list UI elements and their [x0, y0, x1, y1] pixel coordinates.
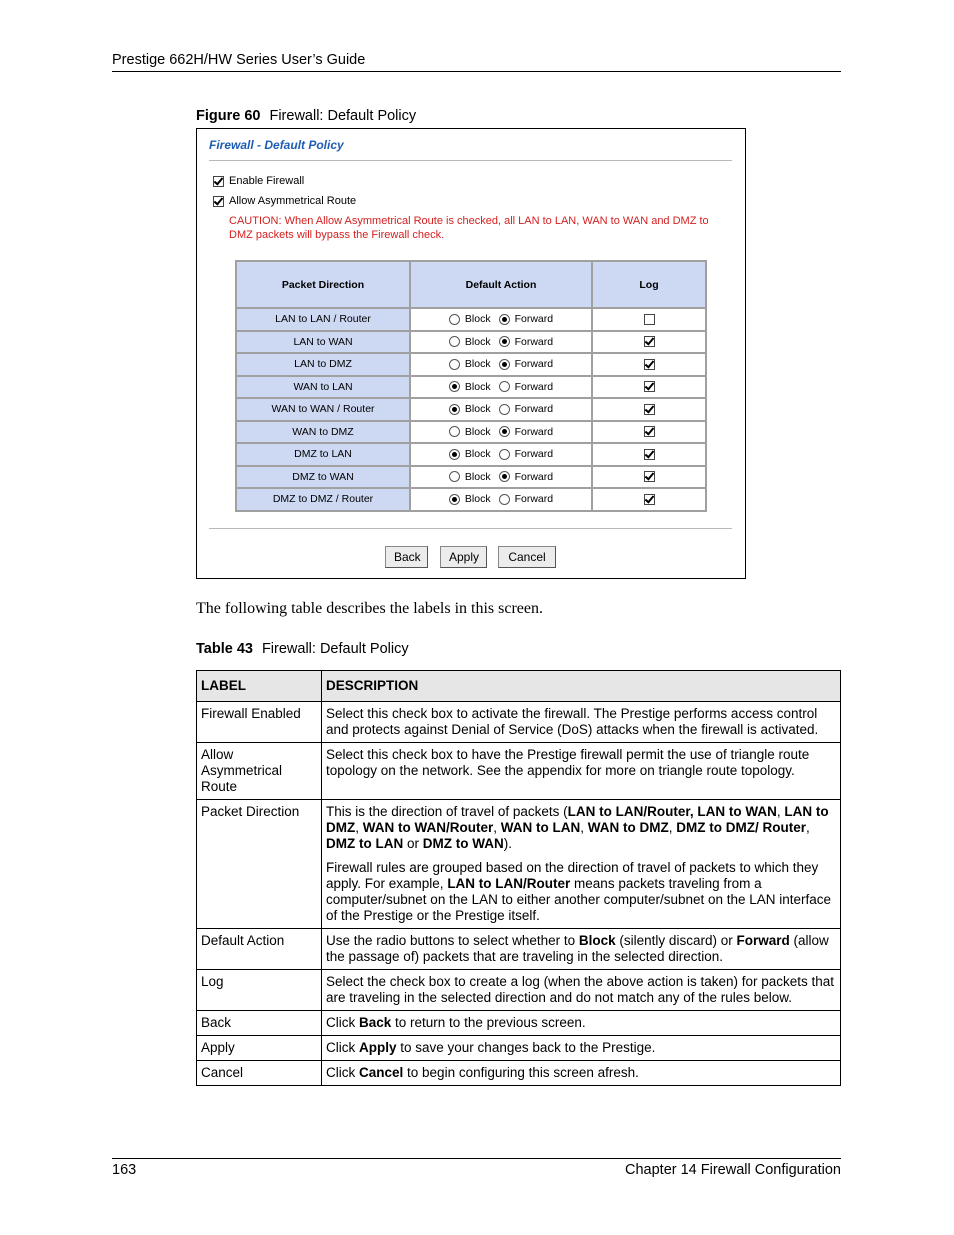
description-text: (allow the passage of) packets that are traveling in the selected direction.	[326, 933, 829, 964]
log-cell	[593, 489, 705, 510]
intro-text: The following table describes the labels in this screen.	[196, 600, 544, 617]
block-label: Block	[464, 470, 491, 483]
description-paragraph	[326, 860, 836, 924]
default-action-cell	[411, 422, 591, 443]
log-checkbox[interactable]	[644, 314, 655, 325]
description-text: Select this check box to have the Prestige firewall permit the use of triangle route topology on the network. See the appendix for more on triangle route topology.	[326, 747, 810, 778]
default-action-cell	[411, 377, 591, 398]
description-paragraph	[326, 1065, 836, 1081]
description-term: WAN to DMZ	[587, 820, 669, 835]
description-cell	[322, 1036, 841, 1061]
description-text: or	[403, 836, 423, 851]
table-row	[197, 1011, 841, 1036]
block-radio[interactable]	[449, 381, 460, 392]
description-cell	[322, 743, 841, 800]
description-cell	[322, 1061, 841, 1086]
block-label: Block	[464, 313, 491, 326]
policy-row	[237, 309, 705, 330]
forward-label: Forward	[514, 380, 554, 393]
description-term: DMZ to WAN	[422, 836, 504, 851]
packet-direction-cell: WAN to WAN / Router	[237, 399, 409, 420]
description-term: WAN to WAN/Router	[362, 820, 494, 835]
header-description: DESCRIPTION	[322, 671, 841, 702]
running-header: Prestige 662H/HW Series User’s Guide	[112, 52, 366, 68]
policy-row	[237, 444, 705, 465]
forward-radio[interactable]	[499, 359, 510, 370]
policy-table	[235, 260, 707, 512]
col-default-action: Default Action	[411, 262, 591, 307]
label-cell: Allow Asymmetrical Route	[197, 743, 322, 800]
forward-label: Forward	[514, 313, 554, 326]
description-paragraph	[326, 747, 836, 779]
packet-direction-cell: LAN to WAN	[237, 332, 409, 353]
description-term: Apply	[359, 1040, 397, 1055]
forward-radio[interactable]	[499, 381, 510, 392]
log-cell	[593, 399, 705, 420]
allow-asym-checkbox[interactable]	[213, 196, 224, 207]
title-divider	[209, 160, 732, 161]
block-label: Block	[464, 380, 491, 393]
description-cell	[322, 970, 841, 1011]
forward-radio[interactable]	[499, 404, 510, 415]
enable-firewall-label: Enable Firewall	[229, 175, 305, 187]
footer-divider	[209, 528, 732, 529]
block-radio[interactable]	[449, 449, 460, 460]
forward-label: Forward	[514, 493, 554, 506]
block-label: Block	[464, 403, 491, 416]
header-label: LABEL	[197, 671, 322, 702]
default-action-cell	[411, 399, 591, 420]
log-checkbox[interactable]	[644, 381, 655, 392]
packet-direction-cell: DMZ to WAN	[237, 467, 409, 488]
block-label: Block	[464, 493, 491, 506]
forward-radio[interactable]	[499, 336, 510, 347]
description-text: ,	[580, 820, 588, 835]
description-text: Click	[326, 1065, 359, 1080]
log-cell	[593, 422, 705, 443]
default-action-cell	[411, 489, 591, 510]
packet-direction-cell: WAN to DMZ	[237, 422, 409, 443]
forward-label: Forward	[514, 425, 554, 438]
description-text: This is the direction of travel of packets (	[326, 804, 568, 819]
policy-row	[237, 354, 705, 375]
description-term: DMZ to DMZ/ Router	[676, 820, 807, 835]
description-term: Back	[359, 1015, 392, 1030]
col-log: Log	[593, 262, 705, 307]
label-cell: Packet Direction	[197, 800, 322, 929]
block-label: Block	[464, 448, 491, 461]
back-button[interactable]: Back	[385, 546, 428, 568]
description-text: means packets traveling from a computer/subnet on the LAN to either another computer/subnet on the LAN interface of the Prestige or the Prestige itself.	[326, 876, 832, 923]
description-text: Select this check box to activate the firewall. The Prestige performs access control and protects against Denial of Service (DoS) attacks when the firewall is activated.	[326, 706, 819, 737]
description-term: Forward	[736, 933, 790, 948]
log-cell	[593, 354, 705, 375]
log-cell	[593, 467, 705, 488]
description-cell	[322, 929, 841, 970]
default-action-cell	[411, 354, 591, 375]
block-radio[interactable]	[449, 336, 460, 347]
description-paragraph	[326, 1040, 836, 1056]
block-radio[interactable]	[449, 471, 460, 482]
description-text: to return to the previous screen.	[391, 1015, 586, 1030]
policy-row	[237, 422, 705, 443]
forward-label: Forward	[514, 335, 554, 348]
table-row	[197, 970, 841, 1011]
firewall-screenshot	[196, 128, 746, 579]
label-cell: Apply	[197, 1036, 322, 1061]
description-text: ,	[776, 804, 785, 819]
description-term: Block	[578, 933, 616, 948]
description-text: ).	[503, 836, 512, 851]
block-radio[interactable]	[449, 404, 460, 415]
table-caption-text: Firewall: Default Policy	[261, 641, 409, 657]
description-paragraph	[326, 974, 836, 1006]
log-cell	[593, 377, 705, 398]
table-row	[197, 929, 841, 970]
apply-button[interactable]: Apply	[440, 546, 487, 568]
description-text: to save your changes back to the Prestige.	[396, 1040, 656, 1055]
block-radio[interactable]	[449, 426, 460, 437]
forward-radio[interactable]	[499, 471, 510, 482]
packet-direction-cell: WAN to LAN	[237, 377, 409, 398]
description-term: LAN to DMZ	[326, 804, 829, 835]
description-term: WAN to LAN	[500, 820, 581, 835]
description-cell	[322, 1011, 841, 1036]
description-text: Use the radio buttons to select whether to	[326, 933, 579, 948]
description-term: Cancel	[359, 1065, 404, 1080]
forward-label: Forward	[514, 358, 554, 371]
description-paragraph	[326, 933, 836, 965]
chapter-title: Chapter 14 Firewall Configuration	[625, 1162, 841, 1178]
block-label: Block	[464, 335, 491, 348]
description-paragraph	[326, 804, 836, 852]
policy-row	[237, 377, 705, 398]
log-checkbox[interactable]	[644, 404, 655, 415]
cancel-button[interactable]: Cancel	[498, 546, 556, 568]
log-cell	[593, 309, 705, 330]
description-table	[196, 670, 841, 1086]
forward-radio[interactable]	[499, 494, 510, 505]
default-action-cell	[411, 444, 591, 465]
description-text: to begin configuring this screen afresh.	[403, 1065, 639, 1080]
table-row	[197, 1036, 841, 1061]
table-row	[197, 1061, 841, 1086]
block-radio[interactable]	[449, 314, 460, 325]
log-cell	[593, 332, 705, 353]
figure-label: Figure 60	[196, 108, 261, 124]
description-cell	[322, 702, 841, 743]
log-checkbox[interactable]	[644, 359, 655, 370]
label-cell: Log	[197, 970, 322, 1011]
description-term: LAN to LAN/Router, LAN to WAN	[567, 804, 777, 819]
allow-asym-option[interactable]	[213, 195, 356, 207]
description-term: LAN to LAN/Router	[447, 876, 571, 891]
table-caption	[196, 641, 409, 657]
log-cell	[593, 444, 705, 465]
forward-label: Forward	[514, 403, 554, 416]
log-checkbox[interactable]	[644, 336, 655, 347]
description-text: ,	[806, 820, 810, 835]
packet-direction-cell: LAN to DMZ	[237, 354, 409, 375]
figure-caption	[196, 108, 416, 124]
description-text: ,	[493, 820, 501, 835]
screen-title: Firewall - Default Policy	[209, 138, 344, 152]
block-label: Block	[464, 425, 491, 438]
packet-direction-cell: DMZ to DMZ / Router	[237, 489, 409, 510]
allow-asym-label: Allow Asymmetrical Route	[229, 195, 357, 207]
description-paragraph	[326, 706, 836, 738]
table-label: Table 43	[196, 641, 253, 657]
description-text: ,	[355, 820, 363, 835]
header-rule	[112, 71, 841, 72]
table-row	[197, 702, 841, 743]
description-text: (silently discard) or	[615, 933, 737, 948]
description-text: ,	[668, 820, 677, 835]
default-action-cell	[411, 332, 591, 353]
policy-row	[237, 489, 705, 510]
label-cell: Default Action	[197, 929, 322, 970]
forward-label: Forward	[514, 448, 554, 461]
page-number: 163	[112, 1162, 137, 1178]
table-row	[197, 800, 841, 929]
log-checkbox[interactable]	[644, 494, 655, 505]
forward-label: Forward	[514, 470, 554, 483]
log-checkbox[interactable]	[644, 449, 655, 460]
enable-firewall-option[interactable]	[213, 175, 304, 187]
label-cell: Firewall Enabled	[197, 702, 322, 743]
policy-row	[237, 399, 705, 420]
col-packet-direction: Packet Direction	[237, 262, 409, 307]
forward-radio[interactable]	[499, 449, 510, 460]
block-radio[interactable]	[449, 494, 460, 505]
packet-direction-cell: DMZ to LAN	[237, 444, 409, 465]
description-text: Firewall rules are grouped based on the direction of travel of packets to which they apply. For example,	[326, 860, 819, 891]
default-action-cell	[411, 467, 591, 488]
caution-text: CAUTION: When Allow Asymmetrical Route is checked, all LAN to LAN, WAN to WAN and DMZ to DMZ packets will bypass the Firewall check.	[229, 215, 709, 241]
policy-row	[237, 332, 705, 353]
description-paragraph	[326, 1015, 836, 1031]
log-checkbox[interactable]	[644, 471, 655, 482]
description-term: DMZ to LAN	[326, 836, 404, 851]
description-text: Click	[326, 1015, 359, 1030]
table-row	[197, 743, 841, 800]
log-checkbox[interactable]	[644, 426, 655, 437]
enable-firewall-checkbox[interactable]	[213, 176, 224, 187]
description-text: Select the check box to create a log (when the above action is taken) for packets that are traveling in the selected direction and do not match any of the rules below.	[326, 974, 835, 1005]
block-label: Block	[464, 358, 491, 371]
label-cell: Cancel	[197, 1061, 322, 1086]
description-text: Click	[326, 1040, 359, 1055]
policy-row	[237, 467, 705, 488]
forward-radio[interactable]	[499, 314, 510, 325]
description-cell	[322, 800, 841, 929]
default-action-cell	[411, 309, 591, 330]
label-cell: Back	[197, 1011, 322, 1036]
footer-rule	[112, 1158, 841, 1159]
forward-radio[interactable]	[499, 426, 510, 437]
packet-direction-cell: LAN to LAN / Router	[237, 309, 409, 330]
block-radio[interactable]	[449, 359, 460, 370]
figure-caption-text: Firewall: Default Policy	[269, 108, 417, 124]
